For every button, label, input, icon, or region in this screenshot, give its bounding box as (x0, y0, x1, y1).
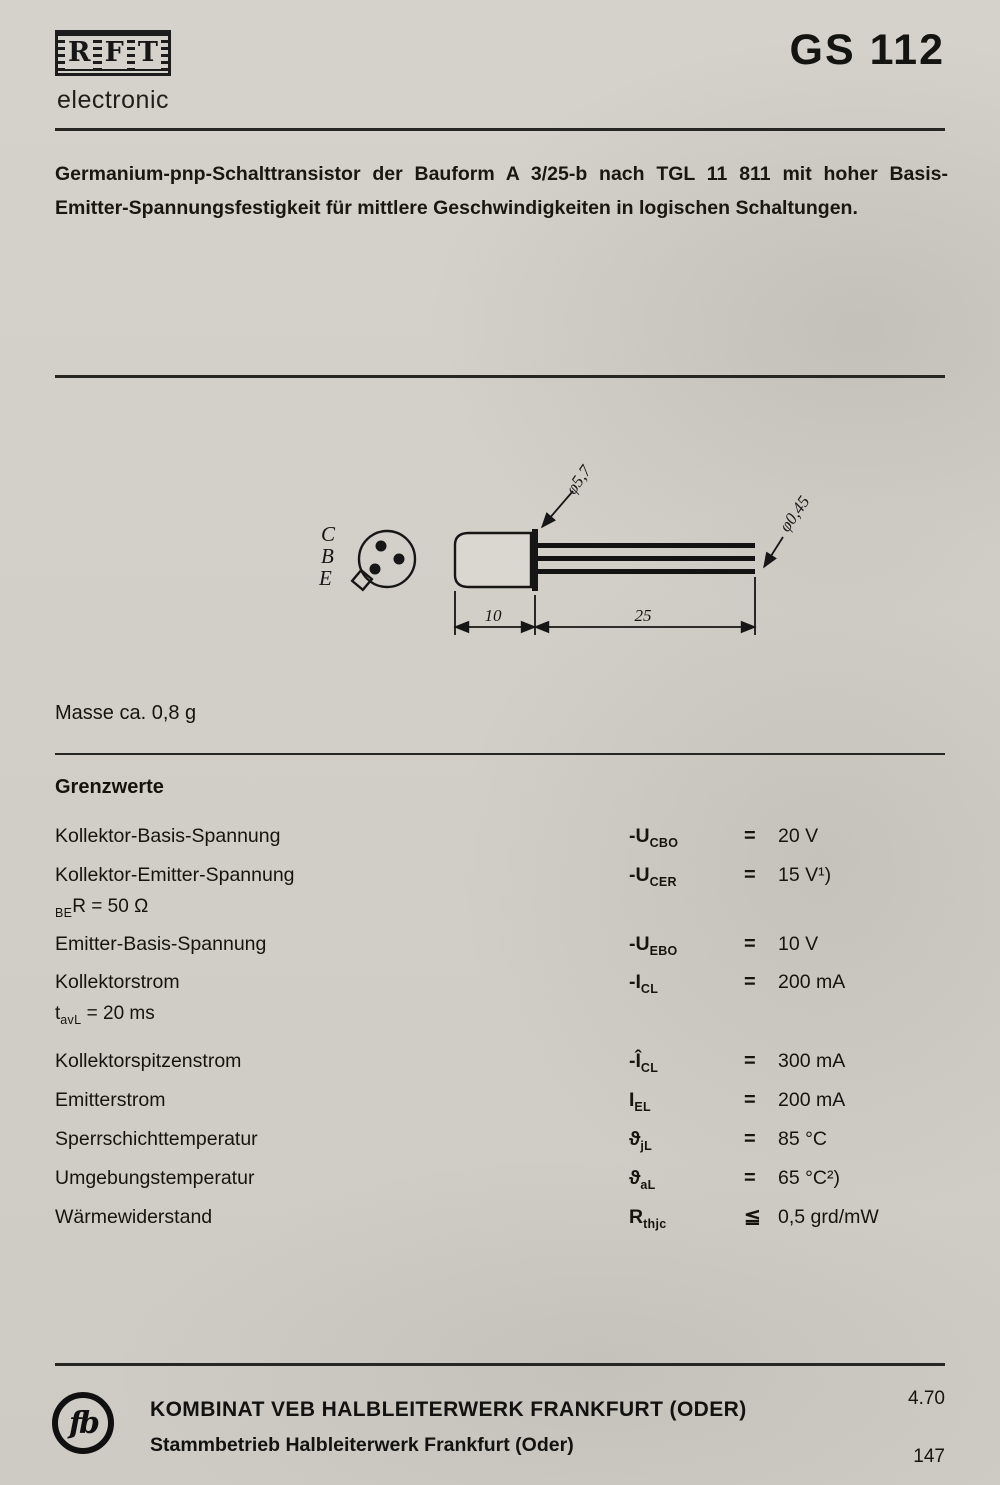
limit-row (55, 1127, 948, 1158)
lead (538, 569, 755, 574)
limit-row (55, 824, 948, 855)
limit-symbol: $-Î_{CL}$ (629, 1050, 659, 1076)
limit-condition: $t_{avL} = 20$ ms (55, 1003, 155, 1028)
dim-body-diameter: φ5,7 (561, 461, 596, 498)
leads (538, 543, 755, 574)
hfo-logo (52, 1392, 114, 1454)
limits-title: Grenzwerte (55, 776, 164, 798)
limit-symbol: $I_{EL}$ (629, 1089, 651, 1114)
limit-symbol: $R_{thjc}$ (629, 1205, 667, 1231)
limit-relation: = (744, 1166, 756, 1189)
limit-value: 0,5 grd/mW (778, 1205, 879, 1228)
limit-row (55, 932, 948, 963)
divider-rule (55, 1363, 945, 1366)
description-paragraph: Germanium-pnp-Schalttransistor der Bauform A 3/25-b nach TGL 11 811 mit hoher Basis-Emitter-Spannungsfestigkeit für mittlere Geschwindigkeiten in logischen Schaltungen. (55, 163, 948, 219)
dim-leader-body-diameter (542, 491, 573, 527)
limit-label: Wärmewiderstand (55, 1205, 213, 1228)
limit-label: Kollektorstrom (55, 971, 180, 994)
rft-logo-letter: F (102, 37, 127, 69)
limit-row (55, 863, 948, 894)
limit-value: 65 °C²) (778, 1166, 840, 1189)
limit-label: Kollektorspitzenstrom (55, 1050, 242, 1073)
limit-label: Kollektor-Basis-Spannung (55, 825, 281, 847)
limit-row (55, 1049, 948, 1080)
revision-date: 4.70 (908, 1388, 945, 1409)
limit-condition: $_{BE}$R = 50 Ω (55, 895, 149, 920)
limit-value: 15 V¹) (778, 863, 832, 886)
limit-label: Emitterstrom (55, 1089, 166, 1112)
limit-relation: = (744, 1127, 756, 1150)
limit-value: 200 mA (778, 1089, 846, 1112)
pin-view-circle (359, 531, 415, 587)
rft-logo-letter: T (135, 37, 161, 69)
limit-symbol: $-U_{CER}$ (629, 863, 677, 889)
limit-row (55, 970, 948, 1001)
limit-value: 85 °C (778, 1127, 827, 1150)
divider-rule (55, 753, 945, 755)
limit-label: Kollektor-Emitter-Spannung (55, 863, 295, 886)
limit-relation: = (744, 863, 756, 886)
limit-label: Sperrschichttemperatur (55, 1127, 258, 1150)
dim-lead-length: 25 (634, 606, 652, 625)
brand-subtitle: electronic (57, 86, 169, 114)
dim-lead-diameter: φ0,45 (775, 492, 814, 536)
rft-logo-letter: R (65, 37, 93, 69)
limit-label: Emitter-Basis-Spannung (55, 932, 267, 955)
divider-rule (55, 128, 945, 131)
limit-relation: ≦ (744, 1205, 761, 1228)
hfo-logo-glyph: fb (69, 1405, 97, 1441)
limit-label: Umgebungstemperatur (55, 1166, 255, 1189)
limits-table (55, 824, 948, 1236)
pin-dot (370, 564, 381, 575)
company-subtitle: Stammbetrieb Halbleiterwerk Frankfurt (Oder) (150, 1434, 574, 1456)
limit-row (55, 1088, 948, 1119)
part-number: GS 112 (789, 26, 945, 74)
pin-dot (394, 554, 405, 565)
limit-value: 10 V (778, 932, 819, 955)
limit-value: 200 mA (778, 971, 846, 994)
company-name: KOMBINAT VEB HALBLEITERWERK FRANKFURT (ODER) (150, 1398, 747, 1421)
pin-label-e: E (319, 566, 332, 590)
rft-logo (55, 30, 171, 76)
transistor-body (455, 533, 531, 587)
limit-value: 20 V (778, 825, 819, 847)
pin-dot (376, 541, 387, 552)
limit-symbol: $-U_{CBO}$ (629, 825, 679, 850)
limit-symbol: $-I_{CL}$ (629, 971, 659, 997)
lead (538, 543, 755, 548)
limit-row (55, 1205, 948, 1236)
divider-rule (55, 375, 945, 378)
package-drawing (285, 455, 850, 670)
limit-relation: = (744, 1089, 756, 1112)
lead (538, 556, 755, 561)
limit-symbol: $ϑ_{aL}$ (629, 1166, 656, 1192)
limit-value: 300 mA (778, 1050, 846, 1073)
mass-note: Masse ca. 0,8 g (55, 702, 197, 724)
limit-relation: = (744, 1050, 756, 1073)
limit-row (55, 1166, 948, 1197)
limit-relation: = (744, 825, 756, 847)
dim-leader-lead-diameter (764, 537, 783, 567)
dim-body-length: 10 (484, 606, 502, 625)
limit-symbol: $-U_{EBO}$ (629, 932, 678, 958)
page-number: 147 (913, 1446, 945, 1467)
limit-relation: = (744, 971, 756, 994)
limit-symbol: $ϑ_{jL}$ (629, 1127, 653, 1153)
limit-relation: = (744, 932, 756, 955)
pin-label-b: B (321, 544, 334, 568)
pin-label-c: C (321, 522, 336, 546)
